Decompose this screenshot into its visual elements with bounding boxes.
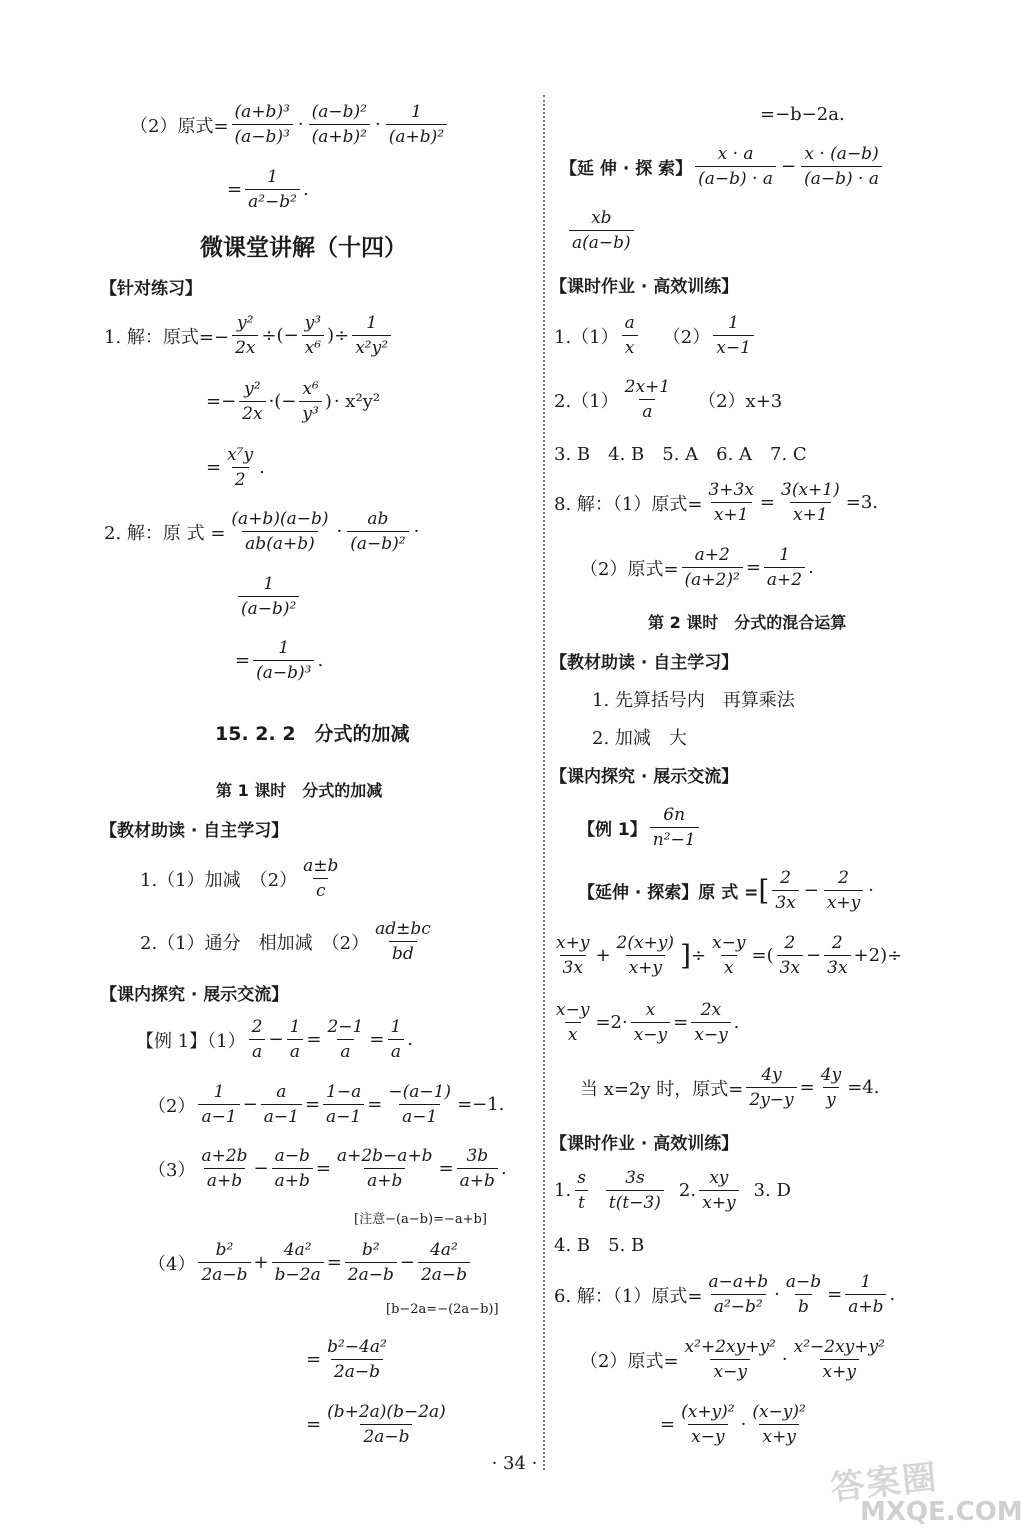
formula-line: （3） a+2b a+b − $\frac{a-b}{a+b}$ = $\frac{a+2b-a+b}{a+b}$ = $\frac{3b}{a+b}$ .: [148, 1146, 507, 1191]
formula-line: = $\frac{\text{b²−4a²}}{2a-b}$: [306, 1337, 393, 1382]
fraction: ad±bc bd: [375, 919, 431, 964]
fraction: $\frac{(b+2a)(b-2a)}{2a-b}$: [327, 1402, 446, 1447]
column-divider: [543, 95, 545, 1470]
formula-line: = $\frac{\text{(x+y)²}}{x-y}$ · (x−y)² x+y: [660, 1402, 812, 1447]
fraction: $\frac{\text{x⁷y}}{2}$: [227, 445, 254, 490]
fraction: $\frac{a+2b-a+b}{a+b}$: [336, 1146, 433, 1191]
formula-line: 【延伸 · 探索】原 式 = [ 2 3x − $\frac{2}{x+y}$ ·: [578, 868, 874, 913]
fraction: $\frac{a-b}{a+b}$: [272, 1146, 313, 1191]
fraction: $\frac{\text{y²}}{2x}$: [239, 379, 265, 424]
fraction: $\frac{2}{x+y}$: [824, 868, 863, 913]
fraction: 1 (a−b)²: [238, 574, 299, 619]
page-number: · 34 ·: [491, 1453, 538, 1474]
formula-line: =−b−2a.: [760, 104, 845, 125]
formula-line: = $\frac{\text{x⁷y}}{2}$ .: [206, 445, 265, 490]
fraction: $\frac{\text{x²+2xy+y²}}{x-y}$: [684, 1337, 776, 1382]
fraction: ab (a−b)²: [347, 509, 408, 554]
fraction: $\frac{\text{4a²}}{b-2a}$: [272, 1240, 324, 1285]
section-tag: 【课内探究 · 展示交流】: [100, 985, 289, 1005]
fraction: b² 2a−b: [198, 1240, 250, 1285]
formula-line: x+y 3x + $\frac{2(x+y)}{x+y}$ ] ÷ $\frac{x-y}{x}$ =( 2 3x − $\frac{2}{3x}$ +2)÷: [550, 933, 902, 978]
formula-line: [566, 208, 637, 253]
watermark-url: MXQE.COM: [860, 1497, 1023, 1527]
fraction: $\frac{\text{b²−4a²}}{2a-b}$: [327, 1337, 387, 1382]
fraction: x²−2xy+y² x+y: [793, 1337, 885, 1382]
answer-line: 2.（1） 2x+1 a （2）x+3: [554, 377, 783, 422]
fraction: $\frac{\text{b²}}{2a-b}$: [345, 1240, 397, 1285]
formula-line: 6. 解：（1）原式= $\frac{a-a+b}{\text{a²−b²}}$ · $\frac{a-b}{b}$ = $\frac{1}{a+b}$ .: [554, 1272, 896, 1317]
fraction: $\frac{1}{a}$: [287, 1017, 304, 1062]
fraction: $\frac{4y}{y}$: [820, 1065, 842, 1110]
fraction: $\frac{1}{a+b}$: [845, 1272, 886, 1317]
fraction: $\frac{\text{(x+y)²}}{x-y}$: [681, 1402, 735, 1447]
fraction: 1 x−1: [713, 313, 754, 358]
answer-line: 2. 加减 大: [592, 728, 687, 749]
fraction: $\frac{1}{a+2}$: [764, 545, 805, 590]
answer-line: 1. s t 3s t(t−3) 2. xy x+y 3. D: [554, 1168, 791, 1213]
fraction: $\frac{\text{x⁶}}{\text{y³}}$: [299, 379, 321, 424]
fraction: $\frac{2-1}{a}$: [327, 1017, 364, 1062]
fraction: 2 a: [249, 1017, 266, 1062]
formula-line: （4） b² 2a−b + $\frac{\text{4a²}}{b-2a}$ = $\frac{\text{b²}}{2a-b}$ − $\frac{\text{4a²}}{2a-b}$: [148, 1240, 473, 1285]
formula-line: = $\frac{(b+2a)(b-2a)}{2a-b}$: [306, 1402, 452, 1447]
formula-line: =− $\frac{\text{y²}}{2x}$ ·(− $\frac{\text{x⁶}}{\text{y³}}$ ) · x²y²: [206, 379, 381, 424]
watermark-logo: 答案圈: [828, 1457, 941, 1509]
formula-line: 2. 解：原 式 = $\frac{(a+b)(a-b)}{ab(a+b)}$ · ab (a−b)² ·: [104, 509, 420, 554]
fraction: $\frac{1-a}{a-1}$: [323, 1082, 364, 1127]
fraction: $\frac{\text{(a+b)³}}{\text{(a−b)³}}$: [232, 102, 293, 147]
fraction: $\frac{3(x+1)}{x+1}$: [781, 480, 840, 525]
fraction: $\frac{a}{a-1}$: [261, 1082, 302, 1127]
formula-line: 当 x=2y 时，原式= $\frac{4y}{2y-y}$ = $\frac{4y}{y}$ =4.: [580, 1065, 880, 1110]
fraction: $\frac{a+2}{\text{(a+2)²}}$: [682, 545, 743, 590]
formula-line: 1. 解：原式=− $\frac{\text{y²}}{2x}$ ÷(− $\frac{\text{y³}}{\text{x⁶}}$ )÷ $\frac{1}{\text{x²y²}}$: [104, 313, 394, 358]
fraction: $\frac{(a+b)(a-b)}{ab(a+b)}$: [231, 509, 329, 554]
answer-line: 1.（1）加减 （2） a±b c: [140, 856, 344, 901]
fraction: x+y 3x: [556, 933, 590, 978]
fraction: s t: [574, 1168, 589, 1213]
fraction: $\frac{\text{y²}}{2x}$: [232, 313, 258, 358]
section-tag: 【课时作业 · 高效训练】: [550, 1134, 739, 1154]
formula-line: 【延 伸 · 探 索】 x · a (a−b) · a − $\frac{x \cdot (a-b)}{(a-b) \cdot a}$: [560, 144, 885, 189]
fraction: $\frac{1}{\text{(a−b)³}}$: [253, 638, 314, 683]
fraction: $\frac{-(a-1)}{a-1}$: [388, 1082, 452, 1127]
fraction: $\frac{3b}{a+b}$: [457, 1146, 498, 1191]
formula-line: 8. 解：（1）原式= $\frac{3+3x}{x+1}$ = $\frac{3(x+1)}{x+1}$ =3.: [554, 480, 878, 525]
fraction: 2 3x: [777, 933, 803, 978]
answer-line: 3. B 4. B 5. A 6. A 7. C: [554, 444, 807, 465]
fraction: 6n n²−1: [650, 805, 699, 850]
fraction: 2 3x: [772, 868, 798, 913]
section-tag: 【教材助读 · 自主学习】: [550, 653, 739, 673]
section-tag: 【课时作业 · 高效训练】: [550, 277, 739, 297]
lesson-heading: 第 1 课时 分式的加减: [216, 781, 383, 800]
fraction: $\frac{x-y}{x}$: [712, 933, 746, 978]
note: [注意−(a−b)=−a+b]: [354, 1212, 487, 1227]
fraction: $\frac{x \cdot (a-b)}{(a-b) \cdot a}$: [801, 144, 882, 189]
formula-line: = $\frac{1}{\text{(a−b)³}}$ .: [235, 638, 324, 683]
lesson-heading: 第 2 课时 分式的混合运算: [648, 613, 847, 632]
formula-line: $\frac{x-y}{x}$ =2· $\frac{x}{x-y}$ = $\frac{2x}{x-y}$ .: [550, 1000, 739, 1045]
formula-line: = $\frac{1}{\text{a²−b²}}$ .: [227, 167, 309, 212]
fraction: xb a(a−b): [569, 208, 634, 253]
fraction: $\frac{a-a+b}{\text{a²−b²}}$: [708, 1272, 769, 1317]
fraction: $\frac{a-b}{b}$: [785, 1272, 822, 1317]
formula-line: （2） 1 a−1 − $\frac{a}{a-1}$ = $\frac{1-a}{a-1}$ = $\frac{-(a-1)}{a-1}$ =−1.: [148, 1082, 505, 1127]
formula-line: [235, 574, 302, 619]
fraction: 2x+1 a: [624, 377, 671, 422]
fraction: a±b c: [303, 856, 339, 901]
fraction: $\frac{1}{\text{a²−b²}}$: [245, 167, 300, 212]
section-title: 微课堂讲解（十四）: [200, 235, 407, 261]
fraction: 1 a−1: [198, 1082, 239, 1127]
answer-line: 2.（1）通分 相加减 （2） ad±bc bd: [140, 919, 437, 964]
section-tag: 【针对练习】: [100, 279, 202, 299]
answer-line: 1. 先算括号内 再算乘法: [592, 690, 795, 711]
fraction: $\frac{2x}{x-y}$: [691, 1000, 730, 1045]
answer-line: 1.（1） a x （2） 1 x−1: [554, 313, 757, 358]
section-tag: 【课内探究 · 展示交流】: [550, 767, 739, 787]
fraction: $\frac{3+3x}{x+1}$: [708, 480, 754, 525]
fraction: x · a (a−b) · a: [695, 144, 776, 189]
formula-line: （2）原式= $\frac{a+2}{\text{(a+2)²}}$ = $\frac{1}{a+2}$ .: [580, 545, 814, 590]
fraction: (x−y)² x+y: [752, 1402, 806, 1447]
fraction: $\frac{2}{3x}$: [824, 933, 850, 978]
fraction: $\frac{1}{\text{x²y²}}$: [352, 313, 391, 358]
section-heading: 15. 2. 2 分式的加减: [215, 723, 410, 745]
fraction: (a−b)² (a+b)²: [309, 102, 370, 147]
answer-line: 4. B 5. B: [554, 1235, 645, 1256]
fraction: $\frac{x-y}{x}$: [556, 1000, 590, 1045]
formula-line: （2）原式= $\frac{\text{(a+b)³}}{\text{(a−b)³}}$ · (a−b)² (a+b)² · 1 (a+b)²: [130, 102, 450, 147]
fraction: 3s t(t−3): [606, 1168, 664, 1213]
note: [b−2a=−(2a−b)]: [386, 1302, 499, 1317]
formula-line: 【例 1】（1） 2 a − $\frac{1}{a}$ = $\frac{2-1}{a}$ = $\frac{1}{a}$ .: [136, 1017, 414, 1062]
fraction: $\frac{\text{4a²}}{2a-b}$: [418, 1240, 470, 1285]
fraction: xy x+y: [699, 1168, 738, 1213]
fraction: $\frac{\text{y³}}{\text{x⁶}}$: [302, 313, 324, 358]
formula-line: （2）原式= $\frac{\text{x²+2xy+y²}}{x-y}$ · x²−2xy+y² x+y: [580, 1337, 891, 1382]
fraction: 1 (a+b)²: [386, 102, 447, 147]
fraction: $\frac{1}{a}$: [387, 1017, 404, 1062]
formula-line: 【例 1】 6n n²−1: [578, 805, 702, 850]
fraction: a+2b a+b: [201, 1146, 248, 1191]
fraction: $\frac{4y}{2y-y}$: [746, 1065, 796, 1110]
fraction: a x: [622, 313, 638, 358]
section-tag: 【教材助读 · 自主学习】: [100, 821, 289, 841]
fraction: $\frac{2(x+y)}{x+y}$: [616, 933, 675, 978]
fraction: $\frac{x}{x-y}$: [631, 1000, 670, 1045]
